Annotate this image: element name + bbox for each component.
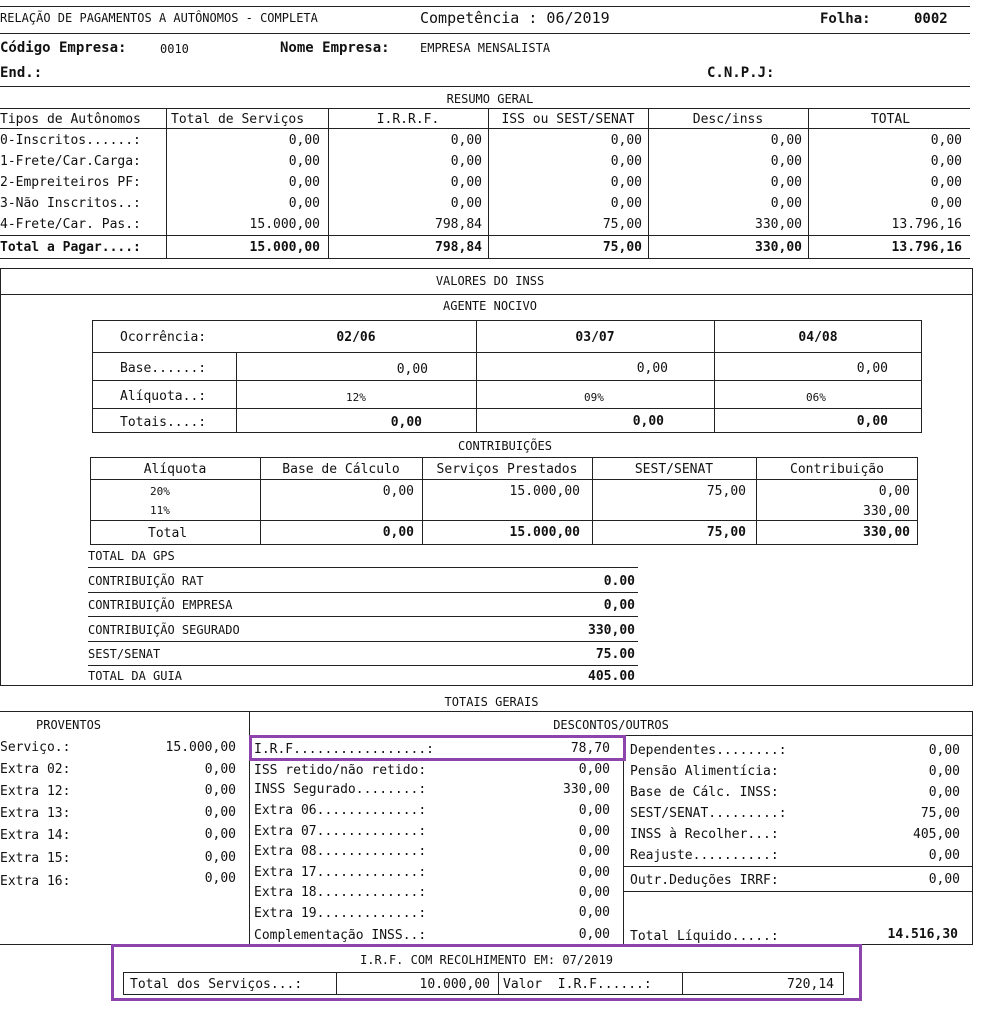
provento-label: Extra 15: (0, 851, 71, 866)
resumo-row-label: 2-Empreiteiros PF: (0, 175, 141, 190)
outro-value: 0,00 (928, 872, 960, 887)
irf-col-line (682, 972, 683, 995)
outro-label: INSS à Recolher...: (630, 827, 779, 842)
resumo-total-cell: 75,00 (602, 240, 642, 255)
resumo-total-cell: 330,00 (755, 240, 802, 255)
desconto-label: Extra 06.............: (254, 803, 427, 818)
agente-total-value: 0,00 (632, 414, 664, 429)
contrib-col-header: Serviços Prestados (436, 462, 578, 477)
outro-label: Reajuste..........: (630, 848, 779, 863)
resumo-cell: 0,00 (930, 133, 962, 148)
contrib-base: 0,00 (382, 484, 414, 499)
resumo-cell: 0,00 (450, 154, 482, 169)
outro-value: 0,00 (928, 764, 960, 779)
resumo-col-header: I.R.R.F. (376, 112, 440, 127)
irf-col-line (498, 972, 499, 995)
desconto-label: INSS Segurado........: (254, 782, 427, 797)
contrib-aliquota: 20% (150, 485, 170, 498)
outro-value: 0,00 (928, 743, 960, 758)
gps-rule (88, 616, 638, 617)
resumo-col-header: TOTAL (870, 112, 911, 127)
resumo-row-label: 3-Não Inscritos..: (0, 196, 141, 211)
resumo-cell: 0,00 (610, 196, 642, 211)
resumo-cell: 798,84 (435, 217, 482, 232)
agente-col-line (236, 352, 237, 433)
nome-value: EMPRESA MENSALISTA (420, 41, 551, 55)
resumo-cell: 75,00 (602, 217, 642, 232)
desconto-label: Extra 07.............: (254, 824, 427, 839)
contrib-col-header: Alíquota (143, 462, 207, 477)
contrib-col-header: SEST/SENAT (634, 462, 714, 477)
agente-col-header: 03/07 (575, 330, 615, 345)
agente-total-value: 0,00 (856, 414, 888, 429)
desconto-value: 0,00 (578, 927, 610, 942)
resumo-cell: 0,00 (770, 154, 802, 169)
provento-label: Extra 02: (0, 762, 71, 777)
resumo-total-cell: 13.796,16 (891, 240, 962, 255)
resumo-cell: 15.000,00 (249, 217, 320, 232)
provento-label: Extra 14: (0, 828, 71, 843)
provento-label: Extra 13: (0, 806, 71, 821)
outro-label: Base de Cálc. INSS: (630, 785, 779, 800)
resumo-col-line (166, 108, 167, 259)
provento-value: 0,00 (204, 871, 236, 886)
desconto-label: Extra 18.............: (254, 885, 427, 900)
folha-value: 0002 (914, 11, 948, 27)
gps-value: 75.00 (595, 647, 635, 662)
contrib-total-base: 0,00 (382, 525, 414, 540)
contrib-total-sest: 75,00 (706, 525, 746, 540)
agente-title: AGENTE NOCIVO (443, 299, 537, 313)
resumo-col-header: Tipos de Autônomos (0, 112, 141, 127)
desconto-label: Extra 19.............: (254, 906, 427, 921)
gps-value: 0,00 (603, 598, 635, 613)
nome-label: Nome Empresa: (280, 40, 390, 56)
codigo-value: 0010 (160, 42, 189, 56)
inss-title-rule (0, 294, 973, 295)
resumo-col-header: Desc/inss (692, 112, 764, 127)
gps-rule (88, 665, 638, 666)
proventos-title: PROVENTOS (36, 718, 102, 732)
resumo-cell: 0,00 (450, 196, 482, 211)
header-rule (0, 33, 970, 34)
agente-rule (92, 380, 922, 381)
resumo-cell: 0,00 (610, 175, 642, 190)
resumo-total-label: Total a Pagar....: (0, 240, 141, 255)
irf-valor-value: 720,14 (787, 977, 834, 992)
provento-value: 0,00 (204, 827, 236, 842)
contrib-sest: 75,00 (706, 484, 746, 499)
resumo-row-label: 4-Frete/Car. Pas.: (0, 217, 141, 232)
agente-col-header: 02/06 (336, 330, 376, 345)
irf-servicos-label: Total dos Serviços...: (130, 977, 303, 992)
totais-right-border (972, 711, 973, 945)
resumo-rule-header (0, 128, 970, 129)
resumo-col-line (488, 108, 489, 259)
folha-label: Folha: (820, 11, 871, 27)
totais-rule-top (0, 711, 973, 712)
gps-rule (88, 641, 638, 642)
outros-rule (623, 866, 973, 867)
desconto-value: 0,00 (578, 885, 610, 900)
resumo-col-header: Total de Serviços (171, 112, 305, 127)
resumo-col-header: ISS ou SEST/SENAT (501, 112, 635, 127)
resumo-row-label: 0-Inscritos......: (0, 133, 141, 148)
resumo-col-line (808, 108, 809, 259)
irf-col-line (336, 972, 337, 995)
resumo-total-cell: 15.000,00 (249, 240, 320, 255)
irf-recolhimento-title: I.R.F. COM RECOLHIMENTO EM: 07/2019 (360, 953, 613, 967)
agente-base-value: 0,00 (396, 362, 428, 377)
agente-aliquota-value: 09% (584, 391, 604, 404)
resumo-cell: 330,00 (755, 217, 802, 232)
resumo-cell: 0,00 (770, 175, 802, 190)
provento-value: 0,00 (204, 850, 236, 865)
irf-valor-label: Valor I.R.F......: (503, 977, 652, 992)
gps-rule (88, 592, 638, 593)
contrib-col-header: Contribuição (790, 462, 884, 477)
agente-base-value: 0,00 (856, 361, 888, 376)
agente-col-header: 04/08 (798, 330, 838, 345)
resumo-cell: 0,00 (610, 133, 642, 148)
gps-label: CONTRIBUIÇÃO RAT (88, 574, 204, 588)
gps-label: SEST/SENAT (88, 647, 161, 661)
resumo-cell: 0,00 (930, 175, 962, 190)
gps-title: TOTAL DA GPS (88, 549, 175, 563)
desconto-value: 0,00 (578, 905, 610, 920)
irf-servicos-value: 10.000,00 (419, 977, 490, 992)
resumo-cell: 0,00 (288, 133, 320, 148)
resumo-title: RESUMO GERAL (446, 92, 534, 106)
agente-base-value: 0,00 (636, 361, 668, 376)
gps-rule (88, 567, 638, 568)
agente-total-value: 0,00 (390, 415, 422, 430)
base-label: Base......: (120, 361, 207, 376)
resumo-cell: 0,00 (288, 154, 320, 169)
contrib-aliquota: 11% (150, 504, 170, 517)
descontos-title: DESCONTOS/OUTROS (553, 718, 669, 732)
contrib-total-value: 330,00 (863, 525, 910, 540)
outro-value: 0,00 (928, 785, 960, 800)
resumo-cell: 0,00 (770, 196, 802, 211)
desconto-value: 0,00 (578, 865, 610, 880)
gps-value: 405.00 (588, 669, 635, 684)
provento-value: 0,00 (204, 805, 236, 820)
contrib-total-label: Total (148, 526, 188, 541)
resumo-cell: 0,00 (930, 196, 962, 211)
contrib-col-header: Base de Cálculo (282, 462, 400, 477)
resumo-rule-top (0, 108, 970, 109)
end-label: End.: (0, 65, 43, 81)
resumo-cell: 0,00 (288, 196, 320, 211)
gps-value: 330,00 (588, 623, 635, 638)
resumo-cell: 0,00 (288, 175, 320, 190)
agente-rule (92, 408, 922, 409)
contrib-title: CONTRIBUIÇÕES (458, 439, 552, 453)
resumo-cell: 0,00 (770, 133, 802, 148)
codigo-label: Código Empresa: (0, 40, 127, 56)
totais-title: TOTAIS GERAIS (444, 695, 539, 709)
contrib-rule (90, 520, 918, 521)
resumo-cell: 0,00 (610, 154, 642, 169)
desconto-label: Extra 08.............: (254, 844, 427, 859)
resumo-rule-bottom (0, 258, 970, 259)
resumo-cell: 13.796,16 (891, 217, 962, 232)
top-rule (0, 6, 970, 7)
outros-rule (623, 891, 973, 892)
resumo-cell: 0,00 (450, 133, 482, 148)
resumo-row-label: 1-Frete/Car.Carga: (0, 154, 141, 169)
header-bottom-rule (0, 86, 970, 87)
provento-value: 0,00 (204, 783, 236, 798)
inss-title: VALORES DO INSS (435, 274, 545, 288)
resumo-rule-total (0, 235, 970, 236)
desconto-label: Complementação INSS..: (254, 928, 427, 943)
gps-label: TOTAL DA GUIA (88, 669, 182, 683)
provento-label: Serviço.: (0, 740, 71, 755)
resumo-total-cell: 798,84 (435, 240, 482, 255)
totais-label: Totais....: (120, 415, 207, 430)
agente-aliquota-value: 06% (806, 391, 826, 404)
desconto-value: 78,70 (570, 741, 610, 756)
outro-label: Outr.Deduções IRRF: (630, 873, 779, 888)
desconto-label: I.R.F.................: (254, 742, 435, 757)
contrib-total-servicos: 15.000,00 (509, 525, 580, 540)
outro-value: 0,00 (928, 848, 960, 863)
gps-label: CONTRIBUIÇÃO SEGURADO (88, 623, 240, 637)
cnpj-label: C.N.P.J: (707, 65, 775, 81)
desconto-value: 0,00 (578, 762, 610, 777)
resumo-cell: 0,00 (450, 175, 482, 190)
resumo-col-line (328, 108, 329, 259)
outro-label: SEST/SENAT.........: (630, 806, 787, 821)
desconto-value: 0,00 (578, 844, 610, 859)
provento-value: 0,00 (204, 762, 236, 777)
ocorrencia-label: Ocorrência: (120, 330, 207, 345)
outro-label: Dependentes........: (630, 743, 787, 758)
competencia: Competência : 06/2019 (420, 9, 610, 27)
outro-label: Pensão Alimentícia: (630, 764, 779, 779)
liquido-label: Total Líquido.....: (630, 929, 779, 944)
contrib-servicos: 15.000,00 (509, 484, 580, 499)
resumo-cell: 0,00 (930, 154, 962, 169)
desconto-label: ISS retido/não retido: (254, 763, 427, 778)
desconto-value: 330,00 (563, 782, 610, 797)
contrib-value: 330,00 (863, 504, 910, 519)
desconto-value: 0,00 (578, 824, 610, 839)
agente-aliquota-value: 12% (346, 391, 366, 404)
liquido-value: 14.516,30 (887, 927, 958, 942)
provento-value: 15.000,00 (165, 740, 236, 755)
contrib-value: 0,00 (878, 484, 910, 499)
contrib-rule (90, 479, 918, 480)
desconto-label: Extra 17.............: (254, 865, 427, 880)
provento-label: Extra 12: (0, 784, 71, 799)
aliquota-label: Alíquota..: (120, 389, 207, 404)
outro-value: 405,00 (913, 827, 960, 842)
agente-rule (92, 352, 922, 353)
report-title: RELAÇÃO DE PAGAMENTOS A AUTÔNOMOS - COMPLETA (0, 11, 318, 25)
provento-label: Extra 16: (0, 874, 71, 889)
gps-label: CONTRIBUIÇÃO EMPRESA (88, 598, 233, 612)
outro-value: 75,00 (920, 806, 960, 821)
resumo-col-line (648, 108, 649, 259)
desconto-value: 0,00 (578, 803, 610, 818)
outros-divider (623, 735, 624, 945)
gps-value: 0.00 (603, 574, 635, 589)
